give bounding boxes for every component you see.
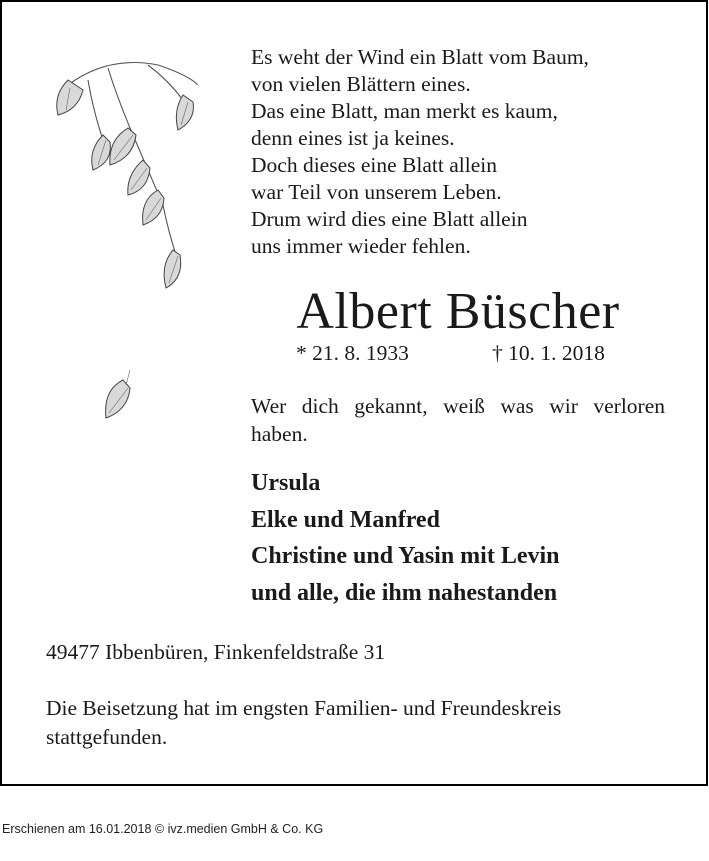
motto: Wer dich gekannt, weiß was wir verloren haben. <box>251 394 665 446</box>
mourner: Christine und Yasin mit Levin <box>251 543 560 569</box>
poem-line: Das eine Blatt, man merkt es kaum, <box>251 99 558 123</box>
birch-leaves-icon <box>48 40 198 430</box>
mourners-list <box>251 465 560 611</box>
birth-date: * 21. 8. 1933 <box>296 341 409 365</box>
poem-line: von vielen Blättern eines. <box>251 72 471 96</box>
poem-line: Es weht der Wind ein Blatt vom Baum, <box>251 45 589 69</box>
funeral-note: Die Beisetzung hat im engsten Familien- und Freundeskreis stattgefunden. <box>46 696 562 749</box>
mourner: und alle, die ihm nahestanden <box>251 579 558 606</box>
poem-line: Drum wird dies eine Blatt allein <box>251 207 528 231</box>
mourner: Elke und Manfred <box>251 506 440 533</box>
poem <box>251 44 671 260</box>
poem-line: Doch dieses eine Blatt allein <box>251 153 497 177</box>
death-date: † 10. 1. 2018 <box>492 341 605 365</box>
mourner: Ursula <box>251 470 321 496</box>
poem-line: uns immer wieder fehlen. <box>251 234 471 258</box>
publication-footer: Erschienen am 16.01.2018 © ivz.medien GmbH & Co. KG <box>2 822 324 836</box>
deceased-name: Albert Büscher <box>296 283 620 340</box>
address: 49477 Ibbenbüren, Finkenfeldstraße 31 <box>46 640 386 664</box>
poem-line: denn eines ist ja keines. <box>251 126 455 150</box>
poem-line: war Teil von unserem Leben. <box>251 180 502 204</box>
